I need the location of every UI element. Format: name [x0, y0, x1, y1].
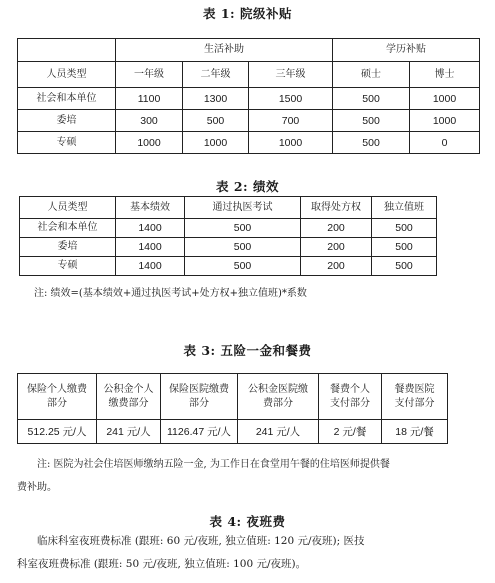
- row-type: 委培: [20, 238, 116, 257]
- cell-value: 1000: [410, 88, 480, 110]
- header-line: 保险个人缴费: [27, 383, 87, 395]
- row-type: 专硕: [20, 257, 116, 276]
- cell-value: 1000: [410, 110, 480, 132]
- header-line: 支付部分: [330, 397, 370, 409]
- cell-value: 500: [183, 110, 249, 132]
- table1-group-living: 生活补助: [116, 39, 333, 62]
- row-type: 社会和本单位: [20, 219, 116, 238]
- table2-col-header: 基本绩效: [116, 197, 185, 219]
- table4-line2: 科室夜班费标准 (跟班: 50 元/夜班, 独立值班: 100 元/夜班)。: [17, 558, 307, 570]
- cell-value: 500: [185, 219, 301, 238]
- table-row: [20, 219, 437, 238]
- table1-col-header: 三年级: [249, 62, 333, 88]
- cell-value: 200: [301, 257, 372, 276]
- cell-value: 500: [185, 257, 301, 276]
- table3-col-header: [238, 374, 319, 420]
- header-line: 费部分: [263, 397, 293, 409]
- cell-value: 500: [333, 132, 410, 154]
- table1-col-header: 二年级: [183, 62, 249, 88]
- cell-value: 1000: [116, 132, 183, 154]
- cell-value: 500: [372, 219, 437, 238]
- cell-value: 241 元/人: [238, 420, 319, 444]
- table1-col-header: 博士: [410, 62, 480, 88]
- table1-col-header: 硕士: [333, 62, 410, 88]
- table-row: [18, 88, 480, 110]
- cell-value: 1500: [249, 88, 333, 110]
- table1-col-type: 人员类型: [18, 62, 116, 88]
- table3-col-header: [319, 374, 382, 420]
- table2-performance: [19, 196, 437, 276]
- table2-col-header: 通过执医考试: [185, 197, 301, 219]
- table2-caption: 表 2: 绩效: [215, 179, 279, 194]
- row-type: 专硕: [18, 132, 116, 154]
- header-line: 部分: [47, 397, 67, 409]
- cell-value: 500: [185, 238, 301, 257]
- cell-value: 1400: [116, 219, 185, 238]
- table3-col-header: [18, 374, 97, 420]
- header-line: 保险医院缴费: [169, 383, 229, 395]
- cell-value: 1100: [116, 88, 183, 110]
- cell-value: 500: [372, 238, 437, 257]
- cell-value: 500: [333, 110, 410, 132]
- table1-caption: 表 1: 院级补贴: [202, 6, 292, 21]
- row-type: 委培: [18, 110, 116, 132]
- cell-value: 1400: [116, 257, 185, 276]
- header-line: 部分: [189, 397, 209, 409]
- table1-col-header: 一年级: [116, 62, 183, 88]
- header-line: 公积金个人: [103, 383, 154, 395]
- cell-value: 1400: [116, 238, 185, 257]
- cell-value: 700: [249, 110, 333, 132]
- cell-value: 0: [410, 132, 480, 154]
- table-row: [18, 420, 448, 444]
- table-row: [18, 110, 480, 132]
- table3-caption: 表 3: 五险一金和餐费: [183, 343, 312, 358]
- table3-col-header: [161, 374, 238, 420]
- table1-living-and-degree-subsidy: [17, 38, 480, 154]
- table4-caption: 表 4: 夜班费: [209, 514, 286, 529]
- header-line: 缴费部分: [108, 397, 149, 409]
- table-row: [20, 238, 437, 257]
- table-row: [18, 132, 480, 154]
- cell-value: 18 元/餐: [382, 420, 448, 444]
- cell-value: 1300: [183, 88, 249, 110]
- table3-col-header: [97, 374, 161, 420]
- cell-value: 512.25 元/人: [18, 420, 97, 444]
- cell-value: 1000: [183, 132, 249, 154]
- header-line: 支付部分: [394, 397, 435, 409]
- table-row: [20, 257, 437, 276]
- table1-corner-cell: [18, 39, 116, 62]
- cell-value: 1000: [249, 132, 333, 154]
- cell-value: 200: [301, 238, 372, 257]
- cell-value: 200: [301, 219, 372, 238]
- cell-value: 1126.47 元/人: [161, 420, 238, 444]
- cell-value: 300: [116, 110, 183, 132]
- header-line: 公积金医院缴: [248, 383, 308, 395]
- table2-col-header: 独立值班: [372, 197, 437, 219]
- table1-group-degree: 学历补贴: [333, 39, 480, 62]
- cell-value: 241 元/人: [97, 420, 161, 444]
- table3-note-line2: 费补助。: [17, 482, 57, 493]
- row-type: 社会和本单位: [18, 88, 116, 110]
- table3-col-header: [382, 374, 448, 420]
- table4-line1: 临床科室夜班费标准 (跟班: 60 元/夜班, 独立值班: 120 元/夜班); 医技: [37, 535, 365, 547]
- cell-value: 2 元/餐: [319, 420, 382, 444]
- table2-col-header: 人员类型: [20, 197, 116, 219]
- table2-note: 注: 绩效=(基本绩效+通过执医考试+处方权+独立值班)*系数: [34, 288, 307, 299]
- cell-value: 500: [333, 88, 410, 110]
- header-line: 餐费医院: [394, 383, 435, 395]
- table2-col-header: 取得处方权: [301, 197, 372, 219]
- table3-insurance-and-meals: [17, 373, 448, 444]
- header-line: 餐费个人: [330, 383, 370, 395]
- table3-note-line1: 注: 医院为社会住培医师缴纳五险一金, 为工作日在食堂用午餐的住培医师提供餐: [37, 459, 390, 470]
- cell-value: 500: [372, 257, 437, 276]
